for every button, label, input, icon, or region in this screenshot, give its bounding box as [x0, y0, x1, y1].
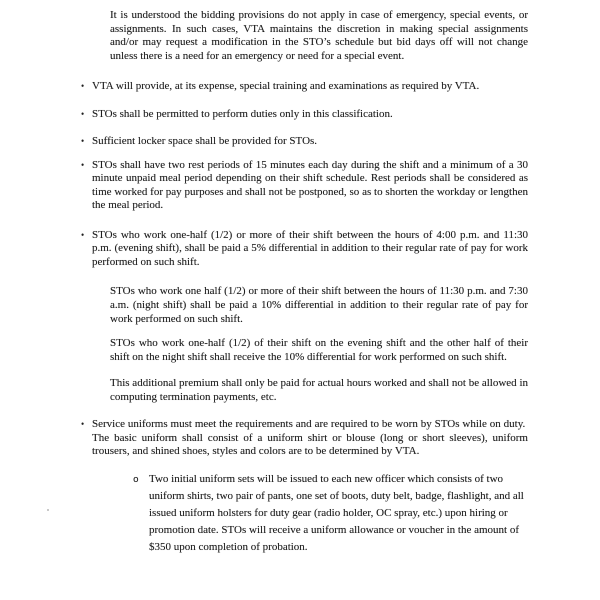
sub-bullet-marker: o	[133, 473, 139, 485]
sub-bullet-item-uniform-sets	[133, 471, 529, 556]
bullet-marker: •	[81, 229, 85, 240]
bullet-item-evening-differential	[81, 229, 528, 270]
bullet-text: STOs shall have two rest periods of 15 minutes each day during the shift and a minimum of a 30 minute unpaid meal period depending on their shift schedule. Rest periods shall be considered as time worked for pay purposes and shall not be postponed, so as to shorten the workday or lengthen the meal period.	[92, 158, 528, 211]
intro-paragraph: It is understood the bidding provisions do not apply in case of emergency, special events, or assignments. In such cases, VTA maintains the discretion in making special assignments and/or may request a modification in the STO’s schedule but bid days off will not change unless there is a need for an emergency or need for a special event.	[110, 9, 528, 62]
bullet-text: STOs shall be permitted to perform duties only in this classification.	[92, 107, 393, 120]
bullet-marker: •	[81, 136, 85, 146]
document-content	[0, 9, 600, 556]
scan-artifact-speck	[47, 509, 49, 511]
bullet-item-classification	[81, 108, 528, 122]
bullet-marker: •	[81, 81, 85, 91]
bullet-item-locker-space	[81, 135, 528, 149]
subparagraph-night-differential: STOs who work one half (1/2) or more of their shift between the hours of 11:30 p.m. and 7:30 a.m. (night shift) shall be paid a 10% differential in addition to their regular rate of pay for work performed on such shift.	[110, 285, 528, 325]
bullet-text: Sufficient locker space shall be provided for STOs.	[92, 135, 318, 147]
bullet-marker: •	[81, 419, 85, 429]
subparagraph-premium-limit: This additional premium shall only be paid for actual hours worked and shall not be allowed in computing termination payments, etc.	[110, 377, 528, 403]
bullet-marker: •	[81, 159, 85, 170]
bullet-item-service-uniforms	[81, 418, 528, 459]
bullet-text: VTA will provide, at its expense, special training and examinations as required by VTA.	[92, 80, 480, 92]
bullet-item-training	[81, 80, 528, 94]
subparagraph-split-shift-differential: STOs who work one-half (1/2) of their shift on the evening shift and the other half of their shift on the night shift shall receive the 10% differential for work performed on such shift.	[110, 337, 528, 363]
bullet-text: Service uniforms must meet the requirements and are required to be worn by STOs while on duty. The basic uniform shall consist of a uniform shirt or blouse (long or short sleeves), uniform trousers, and shined shoes, styles and colors are to be determined by VTA.	[92, 418, 528, 457]
sub-bullet-text: Two initial uniform sets will be issued to each new officer which consists of two uniform shirts, two pair of pants, one set of boots, duty belt, badge, flashlight, and all issued uniform holsters for duty gear (radio holder, OC spray, etc.) upon hiring or promotion date. STOs will receive a uniform allowance or voucher in the amount of $350 upon completion of probation.	[149, 472, 524, 553]
bullet-item-rest-periods	[81, 159, 528, 213]
bullet-marker: •	[81, 108, 85, 119]
bullet-text: STOs who work one-half (1/2) or more of their shift between the hours of 4:00 p.m. and 11:30 p.m. (evening shift), shall be paid a 5% differential in addition to their regular rate of pay for work performed on such shift.	[92, 228, 528, 268]
